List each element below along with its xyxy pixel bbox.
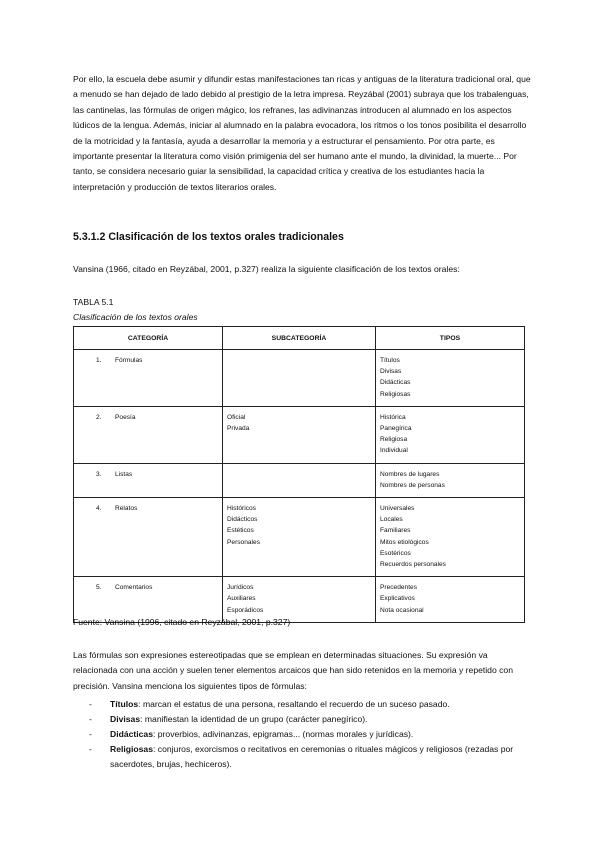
category-cell	[74, 498, 223, 577]
type-item: Títulos	[380, 357, 400, 364]
category-number: 4.	[96, 505, 102, 513]
category-number: 3.	[96, 470, 102, 478]
subcategory-item: Didácticos	[227, 516, 258, 524]
classification-table	[73, 326, 525, 623]
header-types: TIPOS	[376, 327, 525, 350]
category-number: 1.	[96, 357, 102, 364]
type-item: Didácticas	[380, 379, 411, 387]
table-source: Fuente: Vansina (1996, citado en Reyzábal, 2001, p.327)	[73, 617, 291, 627]
category-cell	[74, 577, 223, 623]
list-term: Títulos	[110, 699, 139, 709]
category-name: Listas	[115, 470, 133, 478]
table-row	[74, 498, 525, 577]
list-text: : manifiestan la identidad de un grupo (carácter panegírico).	[140, 714, 368, 724]
subcategory-cell	[223, 350, 376, 407]
types-cell	[376, 498, 525, 577]
paragraph-intro: Por ello, la escuela debe asumir y difundir estas manifestaciones tan ricas y antiguas de la literatura tradicional oral, que a menudo se han dejado de lado debido al prestigio de la letra impresa. Reyzábal (2001) subraya que los trabalenguas, las cantinelas, las fórmulas de origen mágico, los refranes, las adivinanzas introducen al alumnado en los aspectos lúdicos de la lengua. Además, iniciar al alumnado en la palabra evocadora, los ritmos o los tonos posibilita el desarrollo de la motricidad y la fantasía, ayuda a desarrollar la memoria y a estructurar el pensamiento. Por otra parte, es importante presentar la literatura como visión primigenia del ser humano ante el mundo, la divinidad, la muerte... Por tanto, se considera necesario guiar la sensibilidad, la capacidad crítica y creativa de los estudiantes hacia la interpretación y producción de textos literarios orales.	[73, 74, 531, 192]
subcategory-item: Auxiliares	[227, 595, 256, 603]
type-item: Individual	[380, 447, 408, 455]
type-item: Religiosas	[380, 390, 411, 398]
type-item: Esotéricos	[380, 549, 411, 557]
category-cell	[74, 463, 223, 497]
subcategory-item: Oficial	[227, 413, 246, 421]
subcategory-cell	[223, 577, 376, 623]
type-item: Religiosa	[380, 436, 408, 444]
list-item	[73, 697, 543, 712]
table-header-row	[74, 327, 525, 350]
header-category: CATEGORÍA	[74, 327, 223, 350]
list-term: Divisas	[110, 714, 141, 724]
list-term: Religiosas	[110, 744, 153, 754]
paragraph-formulas: Las fórmulas son expresiones estereotipadas que se emplean en determinadas situaciones. Su expresión va relacionada con una acción y suelen tener elementos arcaicos que han sido retenidos en la memoria y repetido con precisión. Vansina menciona los siguientes tipos de fórmulas:	[73, 650, 513, 691]
table-row	[74, 463, 525, 497]
subcategory-item: Privada	[227, 425, 250, 433]
table-row	[74, 406, 525, 463]
table-caption: Clasificación de los textos orales	[73, 312, 198, 322]
table-label: TABLA 5.1	[73, 297, 114, 307]
subcategory-item: Esporádicos	[227, 606, 264, 614]
subcategory-item: Personales	[227, 538, 260, 546]
subcategory-cell	[223, 406, 376, 463]
category-number: 2.	[96, 413, 102, 421]
type-item: Nombres de personas	[380, 481, 445, 489]
subcategory-item: Históricos	[227, 505, 256, 513]
type-item: Locales	[380, 516, 403, 524]
classification-intro: Vansina (1966, citado en Reyzábal, 2001, p.327) realiza la siguiente clasificación de los textos orales:	[73, 264, 460, 274]
type-item: Familiares	[380, 527, 411, 535]
formula-types-list	[73, 697, 543, 772]
type-item: Nombres de lugares	[380, 470, 440, 478]
type-item: Precedentes	[380, 584, 418, 592]
table-row	[74, 350, 525, 407]
type-item: Universales	[380, 505, 415, 513]
type-item: Divisas	[380, 368, 402, 376]
types-cell	[376, 406, 525, 463]
subcategory-item: Jurídicos	[227, 584, 254, 592]
category-name: Comentarios	[115, 584, 153, 592]
type-item: Panegírica	[380, 425, 412, 433]
list-dash: -	[89, 699, 92, 709]
types-cell	[376, 463, 525, 497]
category-name: Fórmulas	[115, 357, 143, 364]
subcategory-cell	[223, 463, 376, 497]
category-cell	[74, 350, 223, 407]
list-text: : conjuros, exorcismos o recitativos en ceremonias o rituales mágicos y religiosos (rezadas por sacerdotes, brujas, hechiceros).	[110, 744, 514, 769]
type-item: Recuerdos personales	[380, 561, 446, 569]
header-subcategory: SUBCATEGORÍA	[223, 327, 376, 350]
list-item	[73, 727, 543, 742]
subcategory-item: Estéticos	[227, 527, 254, 535]
table-row	[74, 577, 525, 623]
list-item	[73, 742, 543, 772]
types-cell	[376, 577, 525, 623]
list-item	[73, 712, 543, 727]
type-item: Histórica	[380, 413, 406, 421]
category-name: Poesía	[115, 413, 136, 421]
category-number: 5.	[96, 584, 102, 592]
section-heading: 5.3.1.2 Clasificación de los textos orales tradicionales	[73, 231, 344, 243]
list-text: : proverbios, adivinanzas, epigramas... (normas morales y jurídicas).	[153, 729, 414, 739]
type-item: Mitos etiológicos	[380, 538, 429, 546]
types-cell	[376, 350, 525, 407]
subcategory-cell	[223, 498, 376, 577]
list-text: : marcan el estatus de una persona, resaltando el recuerdo de un suceso pasado.	[138, 699, 450, 709]
category-name: Relatos	[115, 505, 138, 513]
category-cell	[74, 406, 223, 463]
list-dash: -	[89, 714, 92, 724]
list-term: Didácticas	[110, 729, 153, 739]
type-item: Nota ocasional	[380, 606, 424, 614]
type-item: Explicativos	[380, 595, 415, 603]
list-dash: -	[89, 729, 92, 739]
list-dash: -	[89, 744, 92, 754]
